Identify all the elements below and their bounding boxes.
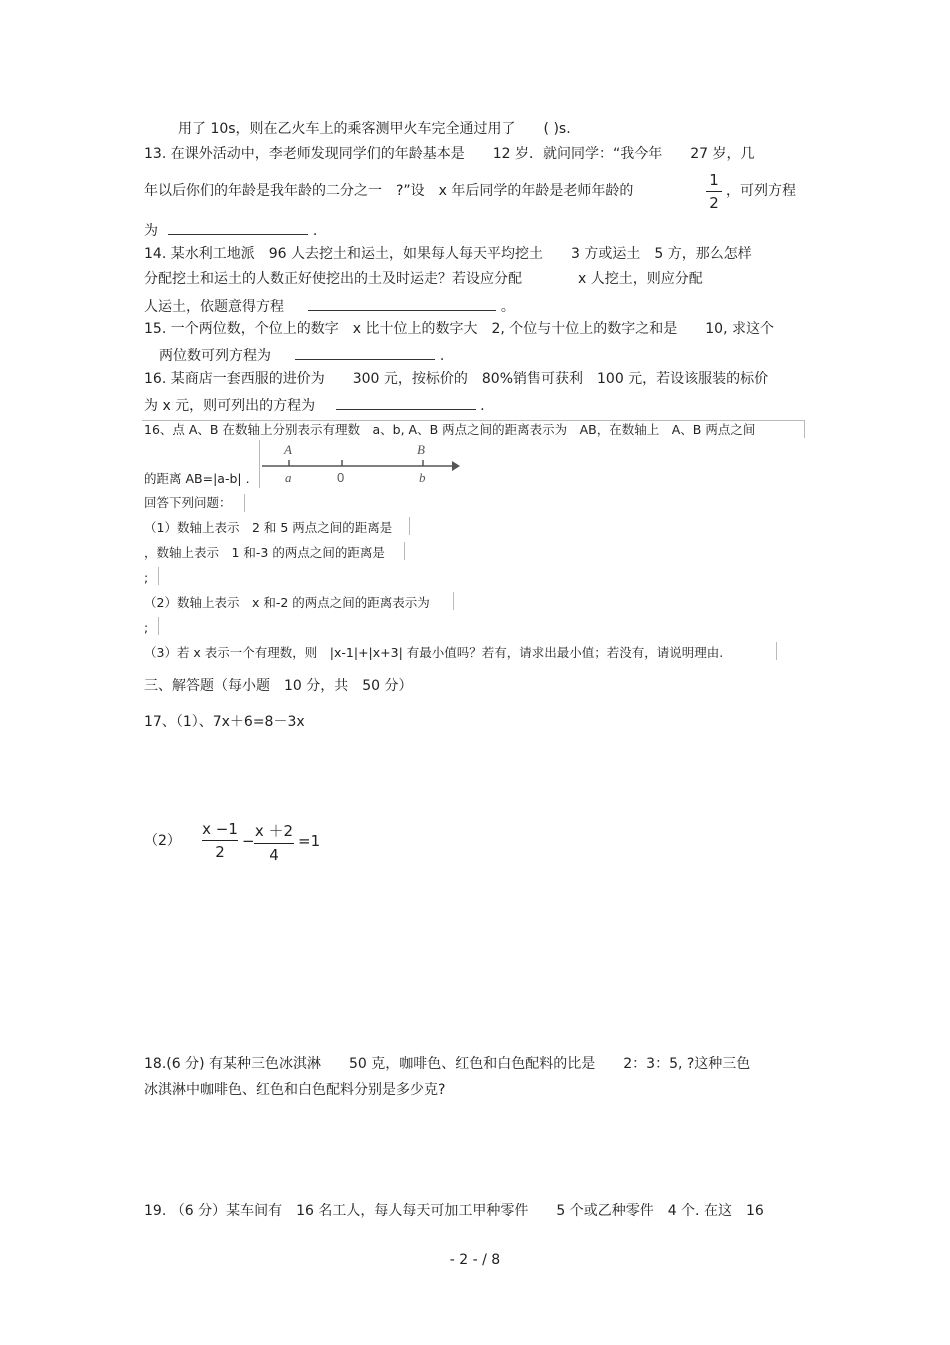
q16-2-line3: 回答下列问题： xyxy=(144,495,232,510)
label-b: b xyxy=(419,470,426,485)
q18-line1: 18.(6 分) 有某种三色冰淇淋 50 克，咖啡色、红色和白色配料的比是 2：3：5, ?这种三色 xyxy=(144,1056,751,1072)
q16-2-semicolon-1: ; xyxy=(144,570,149,585)
label-B: B xyxy=(417,442,425,457)
q13-answer-blank[interactable] xyxy=(168,220,308,235)
q13-line2: 年以后你们的年龄是我年龄的二分之一 ?”设 x 年后同学的年龄是老师年龄的 xyxy=(144,183,634,199)
q13-line3 xyxy=(144,220,317,240)
q16-2-sep-4 xyxy=(158,567,159,585)
frac-bar xyxy=(706,191,722,192)
q13-prefix: 为 xyxy=(144,223,158,239)
q16-2-part3: （3）若 x 表示一个有理数，则 |x-1|+|x+3| 有最小值吗？若有，请求出最小值；若没有，请说明理由. xyxy=(144,645,724,660)
fraction-one-half xyxy=(706,171,722,212)
q17-part1: 17、（1）、7x＋6=8－3x xyxy=(144,714,305,730)
q16-prefix: 为 x 元，则可列出的方程为 xyxy=(144,398,316,414)
eq-minus: − xyxy=(242,832,255,850)
q16-2-sep-2 xyxy=(409,517,410,535)
q18-line2: 冰淇淋中咖啡色、红色和白色配料分别是多少克? xyxy=(144,1082,446,1098)
q15-answer-blank[interactable] xyxy=(295,345,435,360)
eq-frac2-bar xyxy=(254,843,294,844)
eq-fraction-2 xyxy=(254,820,294,864)
q13-line1: 13. 在课外活动中，李老师发现同学们的年龄基本是 12 岁．就问同学：“我今年 27 岁，几 xyxy=(144,146,755,162)
q16-2-line2: 的距离 AB=|a-b| . xyxy=(144,471,250,486)
q16-2-box-right xyxy=(804,420,805,438)
q17-part2-label: （2） xyxy=(144,833,181,849)
eq-frac1-num: x −1 xyxy=(202,820,238,838)
q16-2-box-left-seg xyxy=(259,440,260,488)
q13-suffix: . xyxy=(312,223,318,239)
q16-2-sep-5 xyxy=(453,592,454,610)
q16-2-semicolon-2: ; xyxy=(144,620,149,635)
eq-frac2-num: x ＋2 xyxy=(254,822,294,840)
q14-line3 xyxy=(144,296,515,316)
eq-frac1-den: 2 xyxy=(215,843,225,861)
q16-line2 xyxy=(144,395,485,415)
q14-prefix: 人运土，依题意得方程 xyxy=(144,299,284,315)
q15-line1: 15. 一个两位数，个位上的数字 x 比十位上的数字大 2, 个位与十位上的数字之和是 10, 求这个 xyxy=(144,321,774,337)
number-line-arrow xyxy=(452,461,460,471)
q13-line2-end: ，可列方程 xyxy=(726,183,796,199)
q16-2-part1: （1）数轴上表示 2 和 5 两点之间的距离是 xyxy=(144,520,393,535)
q16-2-sep-3 xyxy=(404,542,405,560)
q15-prefix: 两位数可列方程为 xyxy=(159,348,271,364)
q16-2-sep-7 xyxy=(776,642,777,660)
line-q12-end: 用了 10s，则在乙火车上的乘客测甲火车完全通过用了 ( )s. xyxy=(178,121,571,137)
q16-answer-blank[interactable] xyxy=(336,395,476,410)
label-a: a xyxy=(285,470,292,485)
label-zero: 0 xyxy=(337,470,345,485)
eq-fraction-1 xyxy=(202,820,238,861)
q16-suffix: . xyxy=(480,398,485,414)
eq-frac2-den: 4 xyxy=(269,846,279,864)
q16-2-sep-6 xyxy=(158,617,159,635)
q14-suffix: 。 xyxy=(500,299,515,315)
section-3-heading: 三、解答题（每小题 10 分，共 50 分） xyxy=(144,678,413,694)
page-number: - 2 - / 8 xyxy=(449,1252,501,1268)
q16-2-part2: （2）数轴上表示 x 和-2 的两点之间的距离表示为 xyxy=(144,595,430,610)
frac-numerator: 1 xyxy=(709,171,719,189)
q14-line2: 分配挖土和运土的人数正好使挖出的土及时运走？若设应分配 x 人挖土，则应分配 xyxy=(144,271,703,287)
number-line-diagram xyxy=(262,438,462,488)
q14-line1: 14. 某水利工地派 96 人去挖土和运土，如果每人每天平均挖土 3 方或运土 5 方，那么怎样 xyxy=(144,246,752,262)
q16-2-part1b: ，数轴上表示 1 和-3 的两点之间的距离是 xyxy=(144,545,385,560)
q14-answer-blank[interactable] xyxy=(308,296,496,311)
q15-suffix: . xyxy=(439,348,445,364)
eq-rhs: =1 xyxy=(298,832,321,850)
frac-denominator: 2 xyxy=(709,194,719,212)
eq-frac1-bar xyxy=(202,840,238,841)
q19-line1: 19. （6 分）某车间有 16 名工人，每人每天可加工甲种零件 5 个或乙种零件 4 个. 在这 16 xyxy=(144,1203,764,1219)
label-A: A xyxy=(284,442,292,457)
q15-line2 xyxy=(159,345,444,365)
q16-2-sep-1 xyxy=(244,494,245,512)
q16-line1: 16. 某商店一套西服的进价为 300 元，按标价的 80%销售可获利 100 元，若设该服装的标价 xyxy=(144,371,769,387)
q16-2-line1: 16、点 A、B 在数轴上分别表示有理数 a、b, A、B 两点之间的距离表示为 AB，在数轴上 A、B 两点之间 xyxy=(144,422,756,437)
